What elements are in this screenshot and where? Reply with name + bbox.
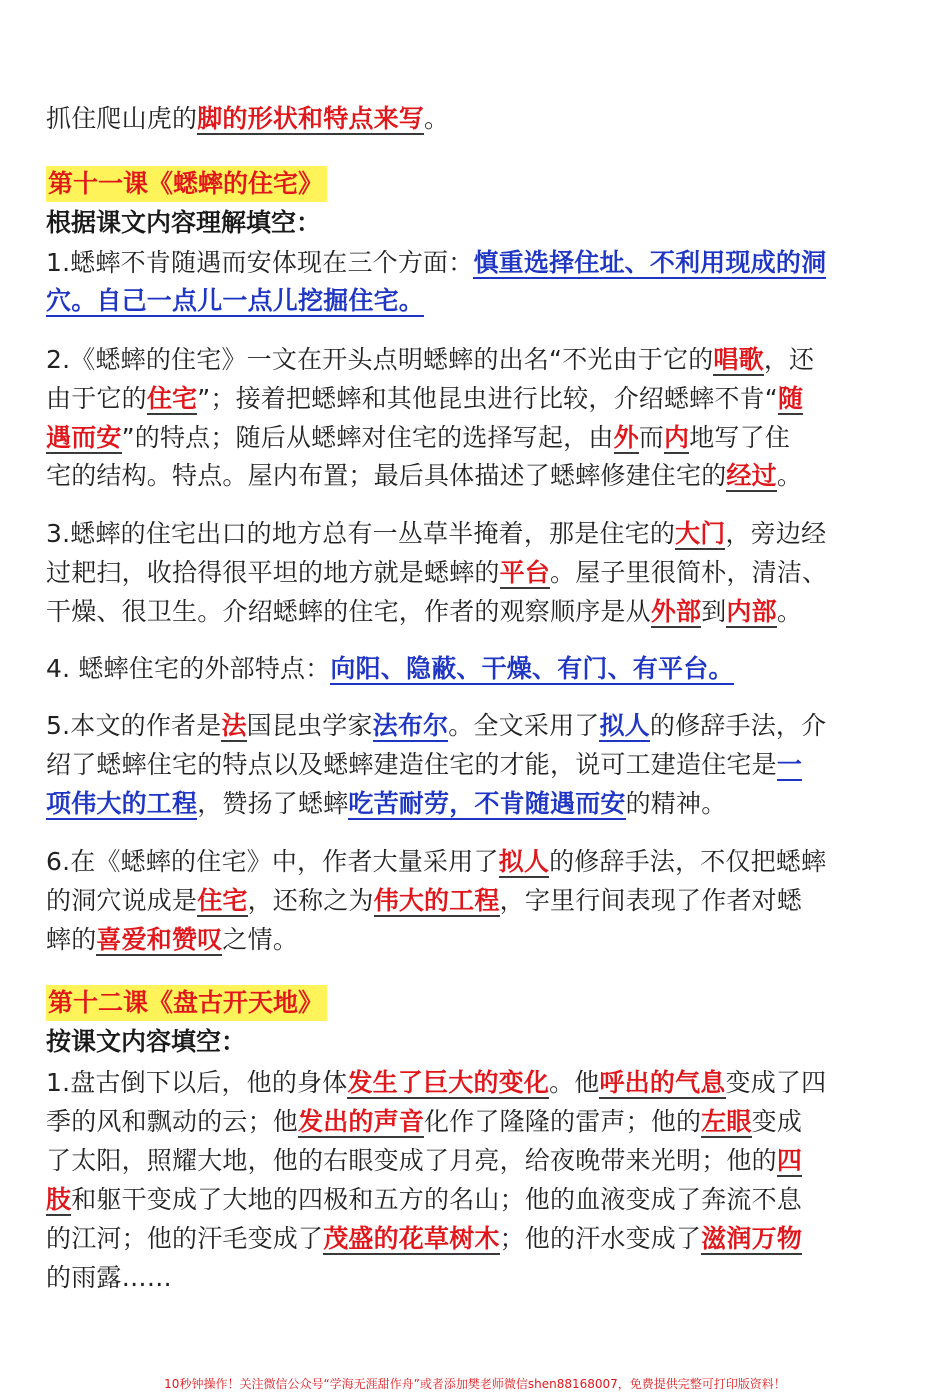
text-line — [46, 785, 916, 823]
plain-text: 宅的结构。特点。屋内布置；最后具体描述了蟋蟀修建住宅的 — [46, 461, 727, 490]
plain-text: 变成了四 — [725, 1068, 827, 1097]
answer-text: 左眼 — [701, 1107, 752, 1136]
lesson-12-heading: 第十二课《盘古开天地》 — [46, 985, 327, 1021]
answer-text: 一 — [776, 750, 803, 779]
plain-text: 。 — [424, 104, 450, 133]
lesson-11-heading: 第十一课《蟋蟀的住宅》 — [46, 166, 327, 202]
text-line — [46, 1181, 916, 1219]
answer-text: 外部 — [650, 597, 702, 626]
plain-text: 国昆虫学家 — [246, 711, 373, 740]
answer-text: 脚的形状和特点来写 — [197, 104, 425, 133]
answer-text: 伟大的工程 — [373, 886, 500, 915]
answer-text: 住宅 — [146, 384, 198, 413]
text-line — [46, 100, 916, 138]
text-line — [46, 1103, 916, 1141]
plain-text: 到 — [701, 597, 727, 626]
answer-text: 唱歌 — [713, 345, 764, 374]
plain-text: 的修辞手法，不仅把蟋蟀 — [549, 847, 827, 876]
plain-text: 。屋子里很简朴，清洁、 — [550, 558, 828, 587]
text-line — [46, 282, 916, 320]
plain-text: ；他的汗水变成了 — [499, 1224, 702, 1253]
answer-text: 平台 — [499, 558, 551, 587]
plain-text: 了太阳，照耀大地，他的右眼变成了月亮，给夜晚带来光明；他的 — [46, 1146, 777, 1175]
text-line — [46, 843, 916, 881]
text-line — [46, 1064, 916, 1102]
plain-text: ，还 — [763, 345, 815, 374]
plain-text: 1.蟋蟀不肯随遇而安体现在三个方面： — [46, 248, 474, 277]
text-line — [46, 921, 916, 959]
answer-text: 住宅 — [197, 886, 248, 915]
plain-text: 季的风和飘动的云；他 — [46, 1107, 299, 1136]
plain-text: ”的特点；随后从蟋蟀对住宅的选择写起，由 — [121, 423, 614, 452]
plain-text: ”；接着把蟋蟀和其他昆虫进行比较，介绍蟋蟀不肯“ — [197, 384, 778, 413]
text-line — [46, 1220, 916, 1258]
text-line — [46, 554, 916, 592]
answer-text: 四 — [776, 1146, 803, 1175]
plain-text: 的雨露…… — [46, 1263, 173, 1292]
plain-text: 的精神。 — [625, 789, 727, 818]
plain-text: ，旁边经 — [725, 519, 827, 548]
answer-text: 慎重选择住址、不利用现成的洞 — [473, 248, 827, 277]
plain-text: 6.在《蟋蟀的住宅》中，作者大量采用了 — [46, 847, 499, 876]
answer-text: 吃苦耐劳，不肯随遇而安 — [348, 789, 626, 818]
answer-text: 法 — [221, 711, 247, 740]
text-line — [46, 419, 916, 457]
answer-text: 向阳、隐蔽、干燥、有门、有平台。 — [330, 654, 734, 683]
text-line — [46, 707, 916, 745]
plain-text: 3.蟋蟀的住宅出口的地方总有一丛草半掩着，那是住宅的 — [46, 519, 676, 548]
footer-note: 10秒钟操作！关注微信公众号“学海无涯甜作舟”或者添加樊老师微信shen88168007，免费提供完整可打印版资料！ — [164, 1377, 786, 1391]
plain-text: 5.本文的作者是 — [46, 711, 222, 740]
answer-text: 发生了巨大的变化 — [347, 1068, 550, 1097]
text-line — [46, 593, 916, 631]
plain-text: 和躯干变成了大地的四极和五方的名山；他的血液变成了奔流不息 — [71, 1185, 803, 1214]
answer-text: 发出的声音 — [298, 1107, 425, 1136]
answer-text: 呼出的气息 — [599, 1068, 726, 1097]
answer-text: 茂盛的花草树木 — [323, 1224, 500, 1253]
answer-text: 穴。自己一点儿一点儿挖掘住宅。 — [46, 286, 425, 315]
plain-text: 变成 — [751, 1107, 803, 1136]
answer-text: 项伟大的工程 — [46, 789, 198, 818]
plain-text: 2.《蟋蟀的住宅》一文在开头点明蟋蟀的出名“不光由于它的 — [46, 345, 714, 374]
plain-text: 根据课文内容理解填空： — [46, 208, 322, 237]
plain-text: 绍了蟋蟀住宅的特点以及蟋蟀建造住宅的才能，说可工建造住宅是 — [46, 750, 777, 779]
plain-text: 的修辞手法，介 — [649, 711, 827, 740]
answer-text: 外 — [613, 423, 639, 452]
plain-text: 。全文采用了 — [448, 711, 600, 740]
plain-text: 。他 — [549, 1068, 600, 1097]
answer-text: 喜爱和赞叹 — [96, 925, 223, 954]
section-subheading — [46, 205, 321, 241]
text-line — [46, 244, 916, 282]
plain-text: 1.盘古倒下以后，他的身体 — [46, 1068, 348, 1097]
text-line — [46, 746, 916, 784]
text-line — [46, 515, 916, 553]
plain-text: 化作了隆隆的雷声；他的 — [424, 1107, 702, 1136]
plain-text: 干燥、很卫生。介绍蟋蟀的住宅，作者的观察顺序是从 — [46, 597, 651, 626]
text-line — [46, 1259, 916, 1297]
answer-text: 法布尔 — [372, 711, 449, 740]
plain-text: ，还称之为 — [247, 886, 374, 915]
plain-text: ，赞扬了蟋蟀 — [197, 789, 349, 818]
answer-text: 随 — [777, 384, 804, 413]
plain-text: 抓住爬山虎的 — [46, 104, 198, 133]
answer-text: 拟人 — [498, 847, 550, 876]
text-line — [46, 882, 916, 920]
plain-text: 4. 蟋蟀住宅的外部特点： — [46, 654, 331, 683]
plain-text: 过耙扫，收拾得很平坦的地方就是蟋蟀的 — [46, 558, 500, 587]
plain-text: 之情。 — [222, 925, 299, 954]
answer-text: 大门 — [675, 519, 726, 548]
answer-text: 内 — [663, 423, 690, 452]
text-line — [46, 650, 916, 688]
plain-text: 由于它的 — [46, 384, 147, 413]
plain-text: ，字里行间表现了作者对蟋 — [499, 886, 803, 915]
answer-text: 经过 — [726, 461, 777, 490]
answer-text: 肢 — [46, 1185, 72, 1214]
answer-text: 滋润万物 — [701, 1224, 803, 1253]
text-line — [46, 380, 916, 418]
plain-text: 的洞穴说成是 — [46, 886, 198, 915]
answer-text: 拟人 — [599, 711, 650, 740]
text-line — [46, 1142, 916, 1180]
plain-text: 。 — [776, 597, 803, 626]
section-subheading — [46, 1024, 246, 1060]
answer-text: 内部 — [726, 597, 777, 626]
plain-text: 而 — [638, 423, 664, 452]
plain-text: 的江河；他的汗毛变成了 — [46, 1224, 324, 1253]
plain-text: 。 — [776, 461, 803, 490]
answer-text: 遇而安 — [46, 423, 122, 452]
text-line — [46, 341, 916, 379]
text-line — [46, 457, 916, 495]
plain-text: 地写了住 — [689, 423, 790, 452]
plain-text: 按课文内容填空： — [46, 1027, 247, 1056]
plain-text: 蟀的 — [46, 925, 97, 954]
